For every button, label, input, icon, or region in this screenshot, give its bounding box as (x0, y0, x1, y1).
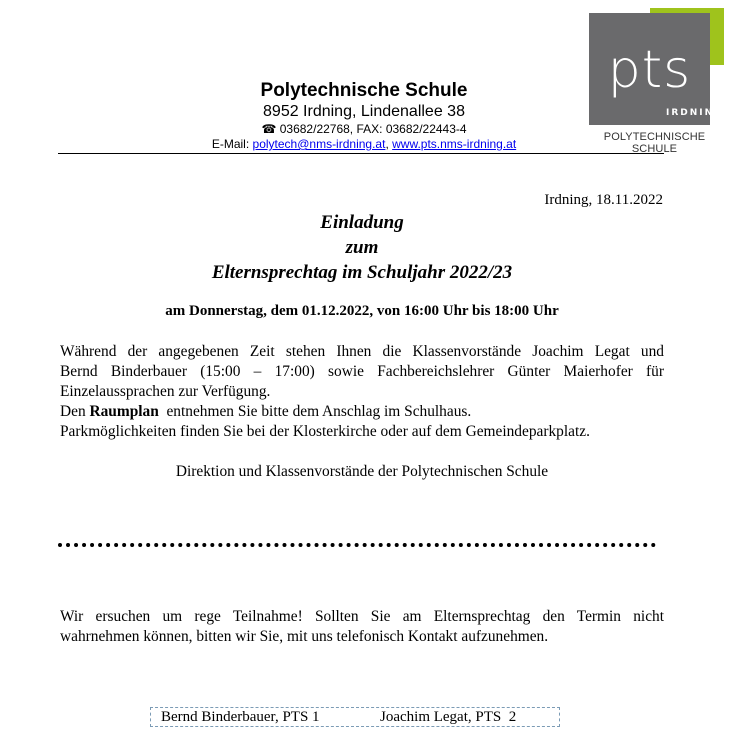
email-label: E-Mail: (211, 137, 250, 151)
title-invitation: Einladung (320, 212, 404, 233)
website-link[interactable]: www.pts.nms-irdning.at (392, 137, 517, 151)
teacher-pts2: Joachim Legat, PTS 2 (380, 709, 517, 725)
logo-pts-text: pts (607, 40, 692, 100)
email-link[interactable]: polytech@nms-irdning.at (252, 137, 386, 151)
body-line-raumplan (60, 403, 664, 421)
title-event: Elternsprechtag im Schuljahr 2022/23 (211, 262, 513, 283)
title-zum: zum (345, 237, 379, 258)
school-name: Polytechnische Schule (260, 80, 468, 101)
body-line: Bernd Binderbauer (15:00 – 17:00) sowie Fachbereichslehrer Günter Maierhofer für (60, 363, 664, 380)
letter-date: Irdning, 18.11.2022 (544, 192, 663, 208)
header-divider (58, 153, 664, 154)
footer-teachers (150, 707, 560, 727)
link-separator: , (385, 137, 389, 151)
closing-line: Wir ersuchen um rege Teilnahme! Sollten Sie am Elternsprechtag den Termin nicht (60, 608, 664, 625)
event-date-time: am Donnerstag, dem 01.12.2022, von 16:00 Uhr bis 18:00 Uhr (165, 303, 559, 319)
body-text: entnehmen Sie bitte dem Anschlag im Schulhaus. (158, 403, 472, 420)
telephone-icon: ☎ (261, 122, 277, 136)
logo-irdning-text: IRDNING (666, 108, 724, 118)
teacher-pts1: Bernd Binderbauer, PTS 1 (161, 709, 320, 725)
body-line: Einzelaussprachen zur Verfügung. (60, 383, 271, 400)
signature-line: Direktion und Klassenvorstände der Polytechnischen Schule (175, 463, 549, 480)
body-line: Während der angegebenen Zeit stehen Ihnen die Klassenvorstände Joachim Legat und (60, 343, 664, 360)
school-address: 8952 Irdning, Lindenallee 38 (263, 103, 465, 120)
phone-fax-text: 03682/22768, FAX: 03682/22443-4 (279, 122, 467, 136)
cut-line (58, 543, 656, 547)
body-text: Den (60, 403, 90, 420)
logo-subtitle: POLYTECHNISCHE SCHULE (603, 131, 706, 155)
raumplan-bold: Raumplan (89, 403, 159, 420)
body-line: Parkmöglichkeiten finden Sie bei der Klosterkirche oder auf dem Gemeindeparkplatz. (60, 423, 590, 440)
closing-line: wahrnehmen können, bitten wir Sie, mit uns telefonisch Kontakt aufzunehmen. (60, 628, 549, 645)
